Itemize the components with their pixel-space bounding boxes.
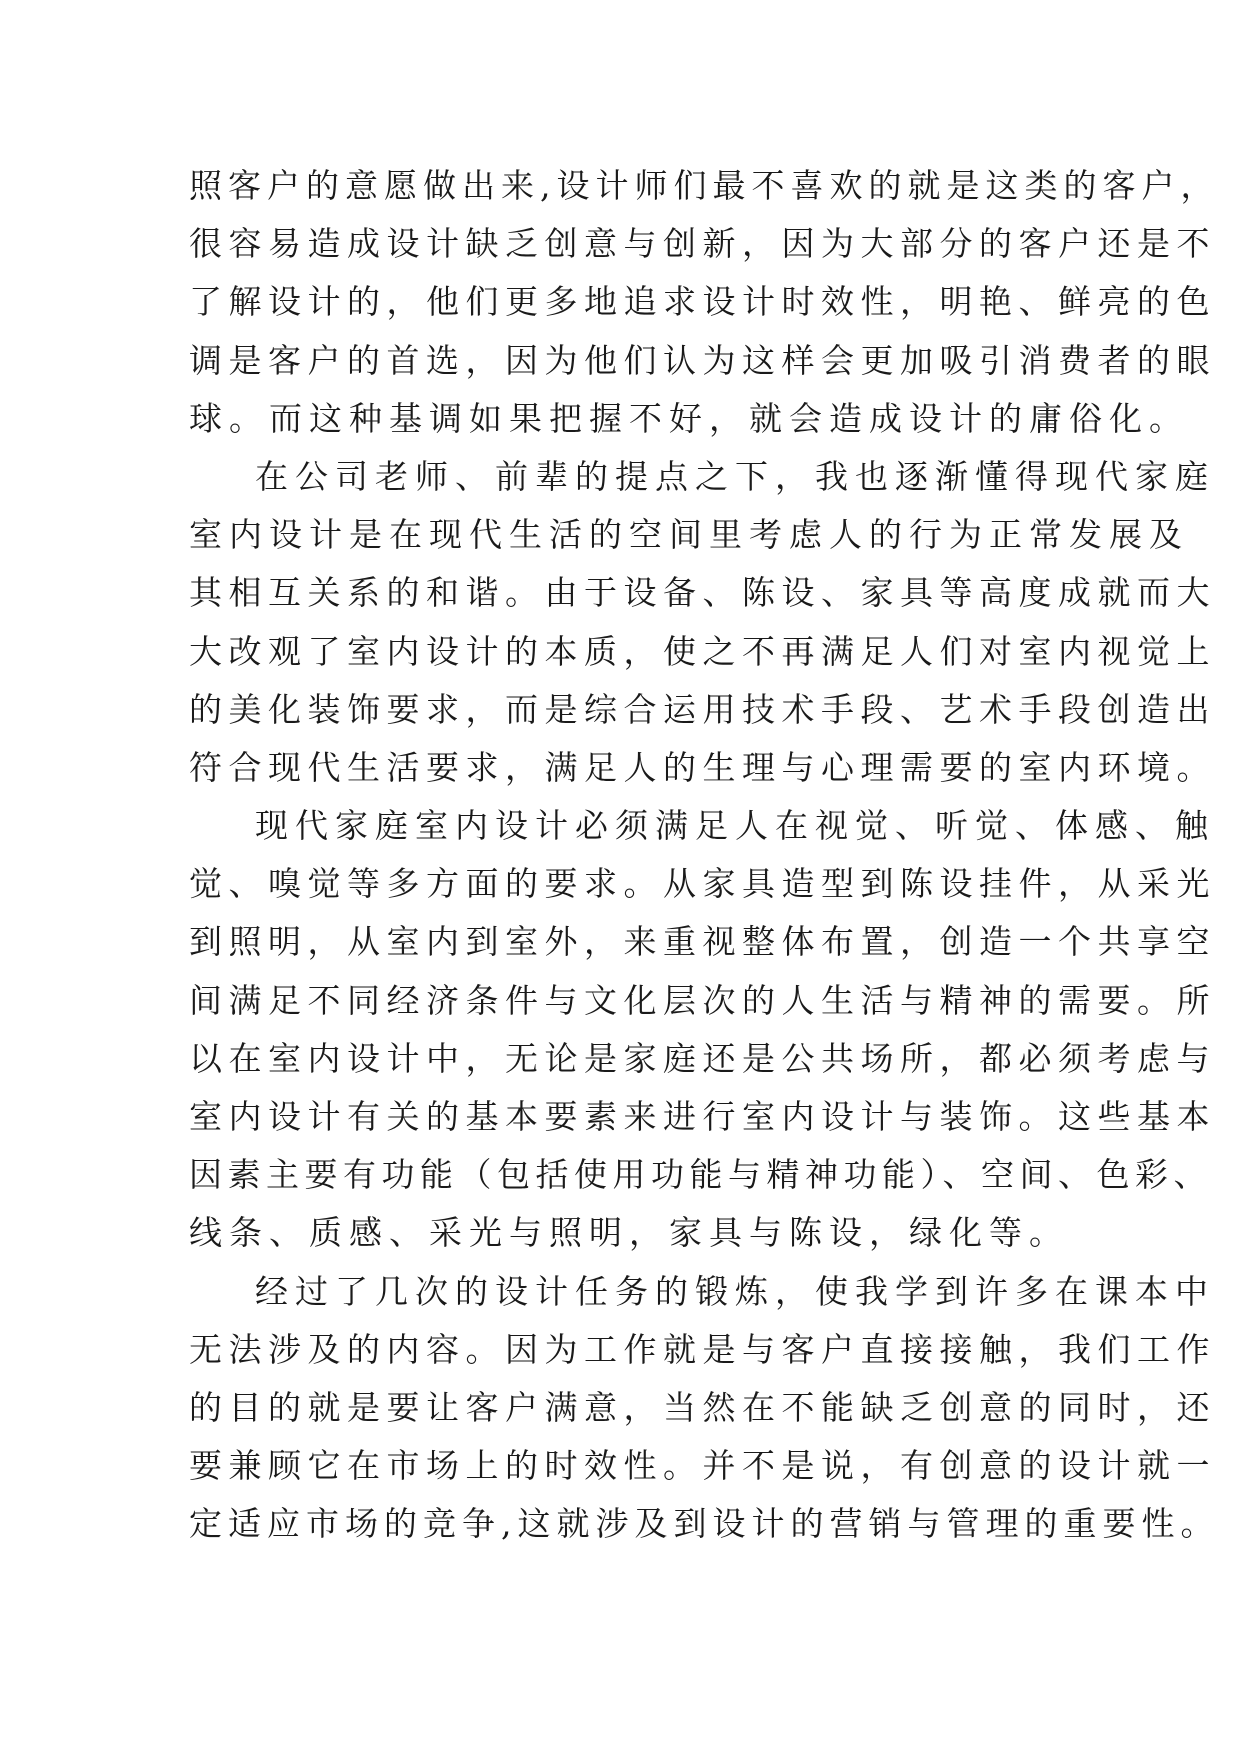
text-line: 定适应市场的竞争,这就涉及到设计的营销与管理的重要性。: [189, 1504, 1220, 1544]
text-line: 了解设计的，他们更多地追求设计时效性，明艳、鲜亮的色: [189, 282, 1216, 322]
paragraph-first-line: 现代家庭室内设计必须满足人在视觉、听觉、体感、触: [255, 806, 1215, 846]
text-line: 室内设计有关的基本要素来进行室内设计与装饰。这些基本: [189, 1097, 1216, 1136]
text-line: 照客户的意愿做出来,设计师们最不喜欢的就是这类的客户，: [189, 166, 1220, 205]
text-line: 觉、嗅觉等多方面的要求。从家具造型到陈设挂件，从采光: [189, 864, 1216, 904]
text-line: 因素主要有功能（包括使用功能与精神功能）、空间、色彩、: [189, 1155, 1212, 1195]
text-line: 大改观了室内设计的本质，使之不再满足人们对室内视觉上: [189, 631, 1216, 671]
paragraph-first-line: 经过了几次的设计任务的锻炼，使我学到许多在课本中: [255, 1271, 1215, 1311]
text-line: 到照明，从室内到室外，来重视整体布置，创造一个共享空: [189, 922, 1216, 962]
text-line: 调是客户的首选，因为他们认为这样会更加吸引消费者的眼: [189, 340, 1216, 380]
text-line: 以在室内设计中，无论是家庭还是公共场所，都必须考虑与: [189, 1038, 1216, 1078]
text-line: 的美化装饰要求，而是综合运用技术手段、艺术手段创造出: [189, 689, 1216, 729]
text-line: 室内设计是在现代生活的空间里考虑人的行为正常发展及: [189, 515, 1189, 555]
text-line: 球。而这种基调如果把握不好，就会造成设计的庸俗化。: [189, 398, 1189, 438]
body-text: [189, 157, 1220, 1554]
text-line: 的目的就是要让客户满意，当然在不能缺乏创意的同时，还: [189, 1387, 1216, 1427]
paragraph-first-line: 在公司老师、前辈的提点之下，我也逐渐懂得现代家庭: [255, 456, 1215, 496]
text-line: 间满足不同经济条件与文化层次的人生活与精神的需要。所: [189, 980, 1216, 1020]
text-line: 其相互关系的和谐。由于设备、陈设、家具等高度成就而大: [189, 573, 1216, 613]
text-line: 线条、质感、采光与照明，家具与陈设，绿化等。: [189, 1213, 1069, 1253]
text-line: 符合现代生活要求，满足人的生理与心理需要的室内环境。: [189, 747, 1216, 787]
text-line: 要兼顾它在市场上的时效性。并不是说，有创意的设计就一: [189, 1446, 1216, 1486]
text-line: 无法涉及的内容。因为工作就是与客户直接接触，我们工作: [189, 1329, 1216, 1369]
text-line: 很容易造成设计缺乏创意与创新，因为大部分的客户还是不: [189, 224, 1216, 264]
